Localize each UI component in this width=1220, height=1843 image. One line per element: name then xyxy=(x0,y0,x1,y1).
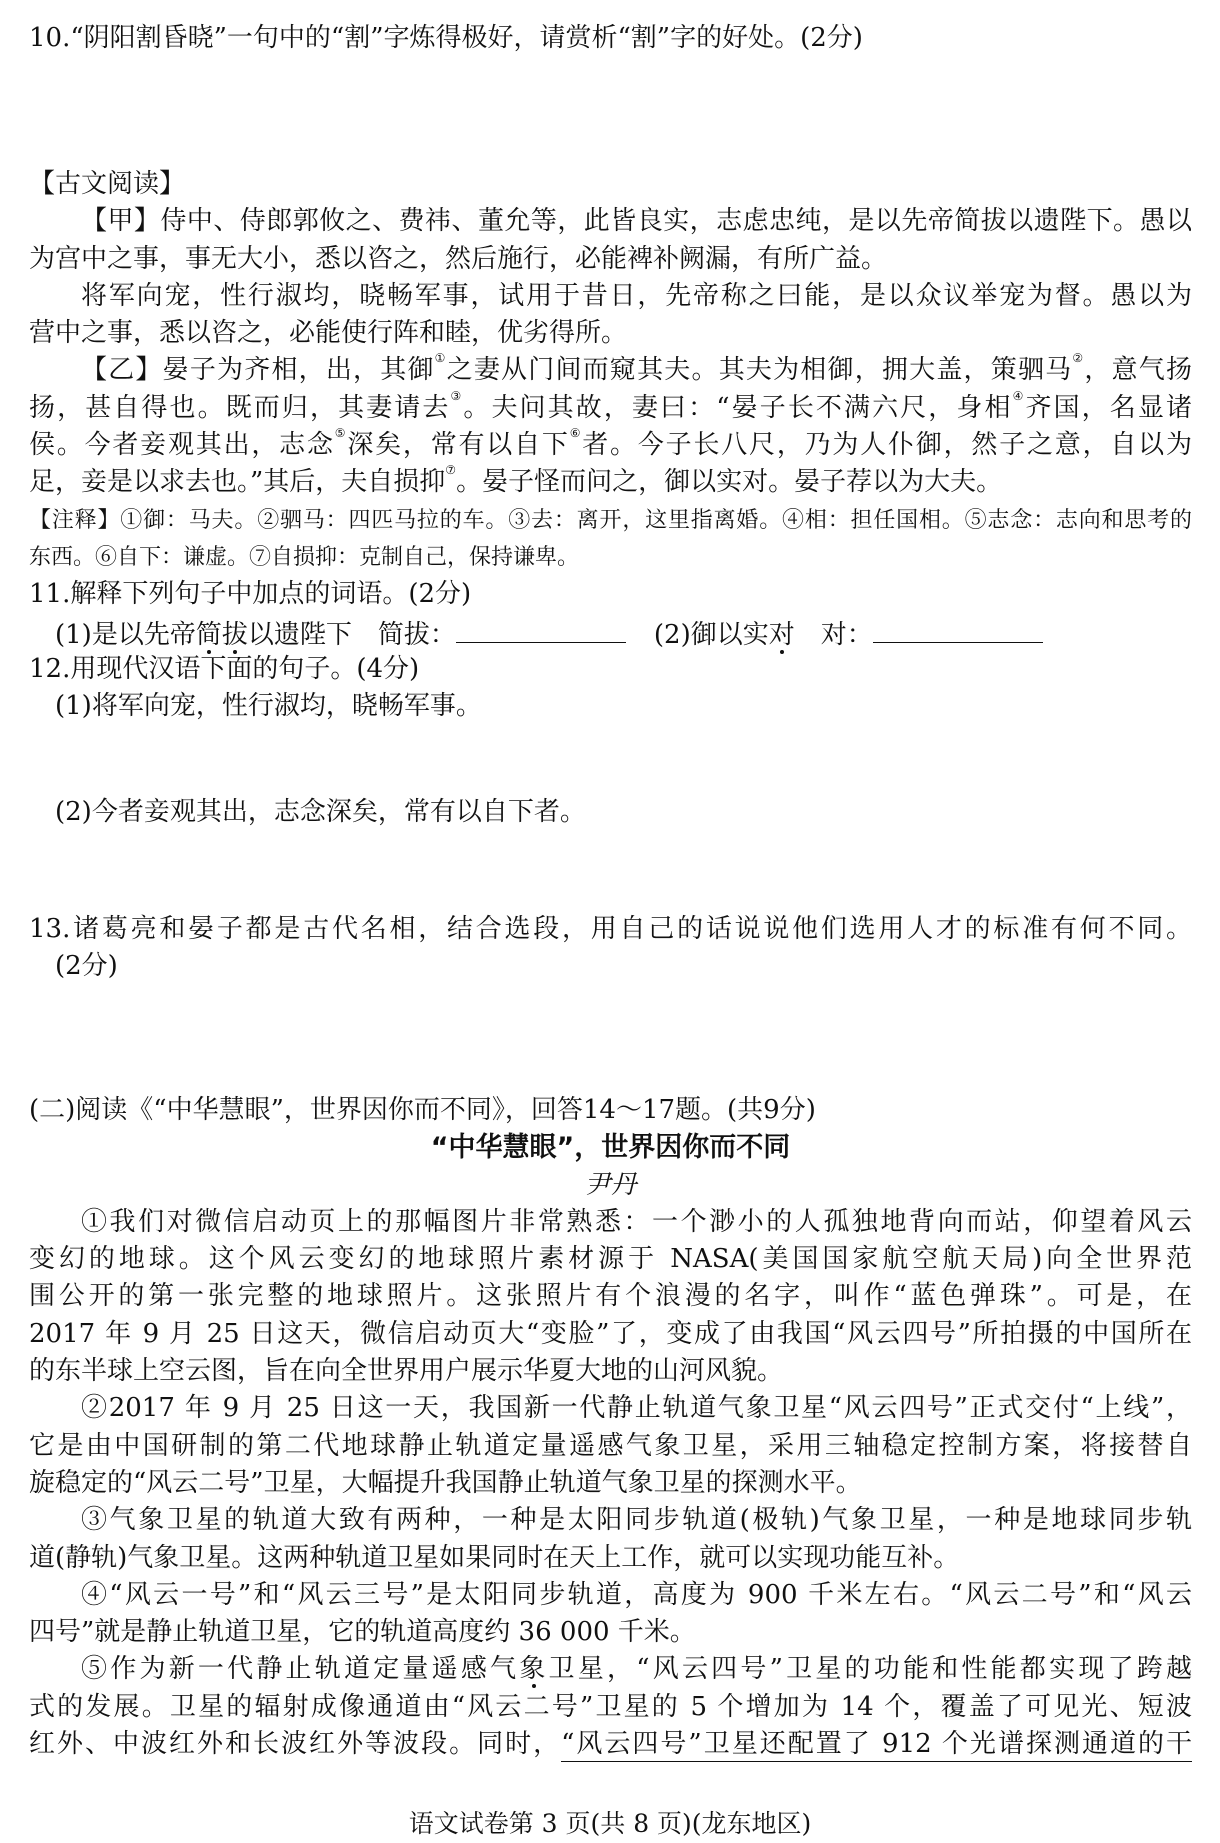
footnote-marker: ⑤ xyxy=(334,426,348,441)
text-line xyxy=(29,241,1192,278)
text-segment: 【乙】晏子为齐相，出，其御 xyxy=(81,355,435,386)
text-segment: (2分) xyxy=(55,951,118,982)
text-segment: 12.用现代汉语下面的句子。(4分) xyxy=(29,653,420,684)
text-segment: ，意气扬 xyxy=(1084,355,1192,386)
text-line xyxy=(29,166,1192,203)
text-line xyxy=(29,1577,1192,1614)
emphasis-dotted-word: 象 xyxy=(519,1654,549,1685)
text-segment: 13.诸葛亮和晏子都是古代名相，结合选段，用自己的话说说他们选用人才的标准有何不同。 xyxy=(29,914,1192,944)
text-line xyxy=(29,948,1192,985)
text-segment: 足，妾是以求去也。”其后，夫自损抑 xyxy=(29,467,446,498)
text-segment: 营中之事，悉以咨之，必能使行阵和睦，优劣得所。 xyxy=(29,318,628,349)
text-segment: 10.“阴阳割昏晓”一句中的“割”字炼得极好，请赏析“割”字的好处。(2分) xyxy=(29,23,863,53)
text-segment: 变幻的地球。这个风云变幻的地球照片素材源于 NASA(美国国家航空航天局)向全世界范 xyxy=(29,1244,1192,1275)
text-line xyxy=(29,688,1192,725)
question-13 xyxy=(29,911,1192,986)
text-line xyxy=(29,651,1192,688)
text-segment: 将军向宠，性行淑均，晓畅军事，试用于昔日，先帝称之曰能，是以众议举宠为督。愚以为 xyxy=(81,280,1192,311)
text-segment: 以遗陛下 简拔： xyxy=(247,619,456,650)
text-segment: 对： xyxy=(794,619,873,650)
text-line xyxy=(29,1465,1192,1502)
question-10 xyxy=(29,20,1192,57)
text-segment: 11.解释下列句子中加点的词语。(2分) xyxy=(29,579,472,610)
text-segment: 齐国，名显诸 xyxy=(1025,392,1192,423)
text-segment: ④“风云一号”和“风云三号”是太阳同步轨道，高度为 900 千米左右。“风云二号”和“风云 xyxy=(81,1579,1192,1610)
text-line xyxy=(29,1614,1192,1651)
text-line xyxy=(29,1316,1192,1353)
footnote-marker: ⑦ xyxy=(445,463,457,478)
text-line xyxy=(29,614,1192,651)
text-segment: 卫星，“风云四号”卫星的功能和性能都实现了跨越 xyxy=(548,1654,1192,1685)
text-segment: (2)御以实 xyxy=(653,619,769,650)
text-segment: 之妻从门间而窥其夫。其夫为相御，拥大盖，策驷马 xyxy=(446,355,1073,386)
text-segment: ③气象卫星的轨道大致有两种，一种是太阳同步轨道(极轨)气象卫星，一种是地球同步轨 xyxy=(81,1505,1192,1536)
text-line xyxy=(29,1726,1192,1763)
text-segment: 围公开的第一张完整的地球照片。这张照片有个浪漫的名字，叫作“蓝色弹珠”。可是，在 xyxy=(29,1281,1192,1312)
text-line xyxy=(29,502,1192,539)
footnote-marker: ③ xyxy=(450,388,464,403)
text-line xyxy=(29,1241,1192,1278)
text-segment: 。晏子怪而问之，御以实对。晏子荐以为大夫。 xyxy=(456,467,1003,498)
emphasis-dotted-word: 对 xyxy=(768,619,795,650)
text-line xyxy=(29,1092,1192,1129)
classical-reading-section xyxy=(29,166,1192,725)
text-line xyxy=(29,1129,1192,1166)
text-segment: 道(静轨)气象卫星。这两种轨道卫星如果同时在天上工作，就可以实现功能互补。 xyxy=(29,1542,960,1573)
text-line xyxy=(29,1651,1192,1688)
text-line xyxy=(29,1689,1192,1726)
text-segment: 的东半球上空云图，旨在向全世界用户展示华夏大地的山河风貌。 xyxy=(29,1356,784,1387)
text-segment: 【注释】①御：马夫。②驷马：四匹马拉的车。③去：离开，这里指离婚。④相：担任国相。⑤志念：志向和思考的 xyxy=(29,507,1192,533)
footnote-marker: ⑥ xyxy=(569,426,583,441)
footnote-marker: ① xyxy=(434,351,447,366)
text-line xyxy=(29,539,1192,576)
text-line xyxy=(29,464,1192,501)
text-line xyxy=(29,1278,1192,1315)
text-segment: 东西。⑥自下：谦虚。⑦自损抑：克制自己，保持谦卑。 xyxy=(29,544,580,570)
text-segment: 2017 年 9 月 25 日这天，微信启动页大“变脸”了，变成了由我国“风云四号”所拍摄的中国所在 xyxy=(29,1318,1192,1349)
answer-blank[interactable] xyxy=(873,614,1043,643)
footnote-marker: ② xyxy=(1072,351,1085,366)
text-line xyxy=(29,1167,1192,1204)
text-line xyxy=(29,576,1192,613)
text-segment: 侯。今者妾观其出，志念 xyxy=(29,430,335,461)
emphasis-dotted-word: 拔 xyxy=(221,619,248,650)
underlined-text: “风云四号”卫星还配置了 912 个光谱探测通道的干 xyxy=(561,1729,1192,1762)
text-line xyxy=(29,1428,1192,1465)
text-segment: 红外、中波红外和长波红外等波段。同时， xyxy=(29,1729,562,1760)
text-line xyxy=(29,352,1192,389)
text-segment: 【甲】侍中、侍郎郭攸之、费祎、董允等，此皆良实，志虑忠纯，是以先帝简拔以遗陛下。愚以 xyxy=(81,206,1192,237)
text-segment: ①我们对微信启动页上的那幅图片非常熟悉：一个渺小的人孤独地背向而站，仰望着风云 xyxy=(81,1206,1192,1237)
question-12-part-2 xyxy=(29,794,1192,831)
text-line xyxy=(29,390,1192,427)
text-line xyxy=(29,1502,1192,1539)
text-line xyxy=(29,911,1192,948)
text-line xyxy=(29,203,1192,240)
text-segment: (1)将军向宠，性行淑均，晓畅军事。 xyxy=(55,691,482,722)
text-segment: 深矣，常有以自下 xyxy=(347,430,570,461)
text-segment: 式的发展。卫星的辐射成像通道由“风云二号”卫星的 5 个增加为 14 个，覆盖了可见光、短波 xyxy=(29,1691,1192,1722)
text-segment: 。夫问其故，妻曰：“晏子长不满六尺，身相 xyxy=(463,392,1013,423)
text-segment: 四号”就是静止轨道卫星，它的轨道高度约 36 000 千米。 xyxy=(29,1617,696,1648)
text-segment: ⑤作为新一代静止轨道定量遥感气 xyxy=(81,1654,520,1685)
text-segment: 尹丹 xyxy=(584,1169,637,1200)
text-line xyxy=(29,1204,1192,1241)
text-segment: 者。今子长八尺，乃为人仆御，然子之意，自以为 xyxy=(582,430,1192,461)
text-line xyxy=(29,315,1192,352)
text-line xyxy=(29,794,1192,831)
text-line xyxy=(29,278,1192,315)
text-line xyxy=(29,20,1192,57)
text-segment: (二)阅读《“中华慧眼”，世界因你而不同》，回答14～17题。(共9分) xyxy=(29,1095,816,1125)
text-segment: “中华慧眼”，世界因你而不同 xyxy=(430,1132,791,1164)
text-line xyxy=(29,1390,1192,1427)
text-segment: 扬，甚自得也。既而归，其妻请去 xyxy=(29,392,451,423)
text-segment: 旋稳定的“风云二号”卫星，大幅提升我国静止轨道气象卫星的探测水平。 xyxy=(29,1467,862,1498)
text-line xyxy=(29,1353,1192,1390)
text-line xyxy=(29,427,1192,464)
text-segment: 为宫中之事，事无大小，悉以咨之，然后施行，必能裨补阙漏，有所广益。 xyxy=(29,243,888,274)
text-segment: 它是由中国研制的第二代地球静止轨道定量遥感气象卫星，采用三轴稳定控制方案，将接替自 xyxy=(29,1430,1192,1461)
text-segment: (1)是以先帝 xyxy=(55,619,196,650)
text-line xyxy=(29,1540,1192,1577)
answer-blank[interactable] xyxy=(456,614,626,643)
modern-reading-section xyxy=(29,1092,1192,1763)
emphasis-dotted-word: 简 xyxy=(195,619,222,650)
text-segment: ②2017 年 9 月 25 日这一天，我国新一代静止轨道气象卫星“风云四号”正式交付“上线”， xyxy=(81,1393,1192,1424)
footnote-marker: ④ xyxy=(1012,388,1026,403)
page-footer: 语文试卷第 3 页(共 8 页)(龙东地区) xyxy=(408,1809,812,1838)
text-segment: (2)今者妾观其出，志念深矣，常有以自下者。 xyxy=(55,797,586,827)
text-segment: 【古文阅读】 xyxy=(29,169,186,199)
